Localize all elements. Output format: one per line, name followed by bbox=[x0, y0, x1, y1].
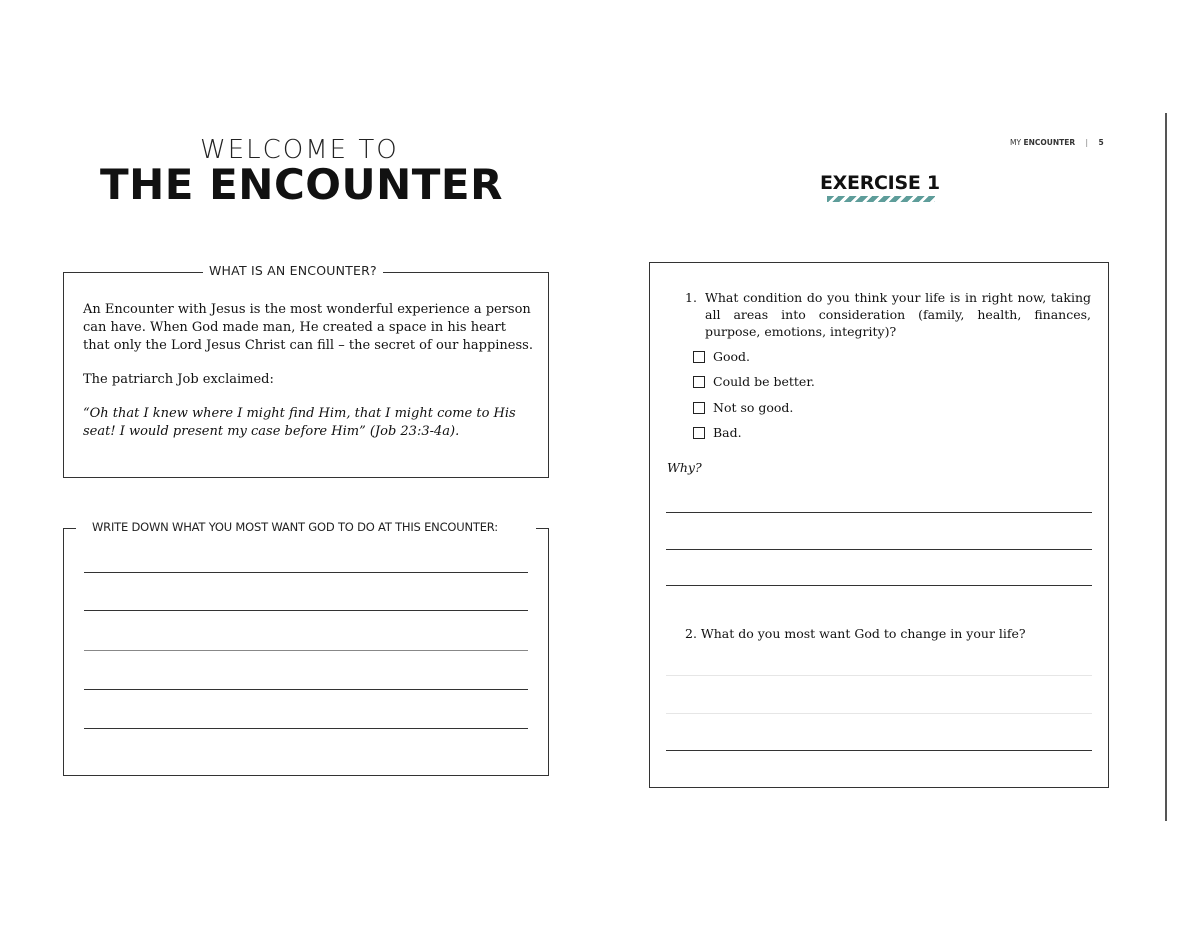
welcome-to-heading: WELCOME TO bbox=[200, 135, 399, 165]
write-line-2[interactable] bbox=[84, 610, 528, 611]
question-2-text: 2. What do you most want God to change in your life? bbox=[685, 626, 1026, 641]
what-is-encounter-box bbox=[63, 263, 549, 478]
change-line-2[interactable] bbox=[666, 713, 1092, 714]
box-border-left bbox=[64, 528, 76, 529]
why-line-3[interactable] bbox=[666, 585, 1092, 586]
checkbox-not-so-good[interactable] bbox=[693, 402, 705, 414]
option-could-be-better-label: Could be better. bbox=[713, 374, 815, 389]
why-line-1[interactable] bbox=[666, 512, 1092, 513]
folio-section: ENCOUNTER bbox=[1023, 138, 1076, 147]
option-good[interactable] bbox=[693, 349, 750, 364]
write-line-3[interactable] bbox=[84, 650, 528, 651]
encounter-paragraph-2: The patriarch Job exclaimed: bbox=[83, 372, 274, 387]
exercise-underline-decoration bbox=[827, 196, 935, 202]
option-could-be-better[interactable] bbox=[693, 374, 815, 389]
job-quote: “Oh that I knew where I might find Him, that I might come to His seat! I would present my case before Him” (Job 23:3-4a). bbox=[83, 406, 516, 439]
exercise-title: EXERCISE 1 bbox=[820, 172, 940, 194]
folio-prefix: MY bbox=[1010, 138, 1022, 147]
change-line-1[interactable] bbox=[666, 675, 1092, 676]
page-number: 5 bbox=[1098, 138, 1104, 147]
option-not-so-good[interactable] bbox=[693, 400, 793, 415]
checkbox-good[interactable] bbox=[693, 351, 705, 363]
encounter-paragraph-1: An Encounter with Jesus is the most wonderful experience a person can have. When God made man, He created a space in his heart that only the Lord Jesus Christ can fill – the secret of our happiness. bbox=[83, 302, 533, 353]
write-down-legend: WRITE DOWN WHAT YOU MOST WANT GOD TO DO AT THIS ENCOUNTER: bbox=[86, 520, 504, 534]
question-1 bbox=[685, 289, 1091, 340]
option-bad[interactable] bbox=[693, 425, 742, 440]
page-folio bbox=[1010, 138, 1104, 147]
why-line-2[interactable] bbox=[666, 549, 1092, 550]
option-good-label: Good. bbox=[713, 349, 751, 364]
checkbox-bad[interactable] bbox=[693, 427, 705, 439]
change-line-3[interactable] bbox=[666, 750, 1092, 751]
question-1-text: What condition do you think your life is in right now, taking all areas into consideration (family, health, finances, purpose, emotions, integrity)? bbox=[705, 290, 1091, 339]
page-edge-divider bbox=[1165, 113, 1167, 821]
question-1-number: 1. bbox=[685, 290, 697, 305]
page-title: THE ENCOUNTER bbox=[100, 160, 503, 209]
why-label: Why? bbox=[667, 460, 702, 475]
folio-separator: | bbox=[1085, 138, 1089, 147]
write-line-4[interactable] bbox=[84, 689, 528, 690]
encounter-text bbox=[83, 301, 533, 457]
option-not-so-good-label: Not so good. bbox=[713, 400, 794, 415]
box-border-right bbox=[536, 528, 548, 529]
checkbox-could-be-better[interactable] bbox=[693, 376, 705, 388]
write-line-1[interactable] bbox=[84, 572, 528, 573]
option-bad-label: Bad. bbox=[713, 425, 742, 440]
exercise-box bbox=[649, 262, 1109, 788]
what-is-encounter-legend: WHAT IS AN ENCOUNTER? bbox=[203, 263, 383, 278]
write-down-box bbox=[63, 520, 549, 776]
write-line-5[interactable] bbox=[84, 728, 528, 729]
